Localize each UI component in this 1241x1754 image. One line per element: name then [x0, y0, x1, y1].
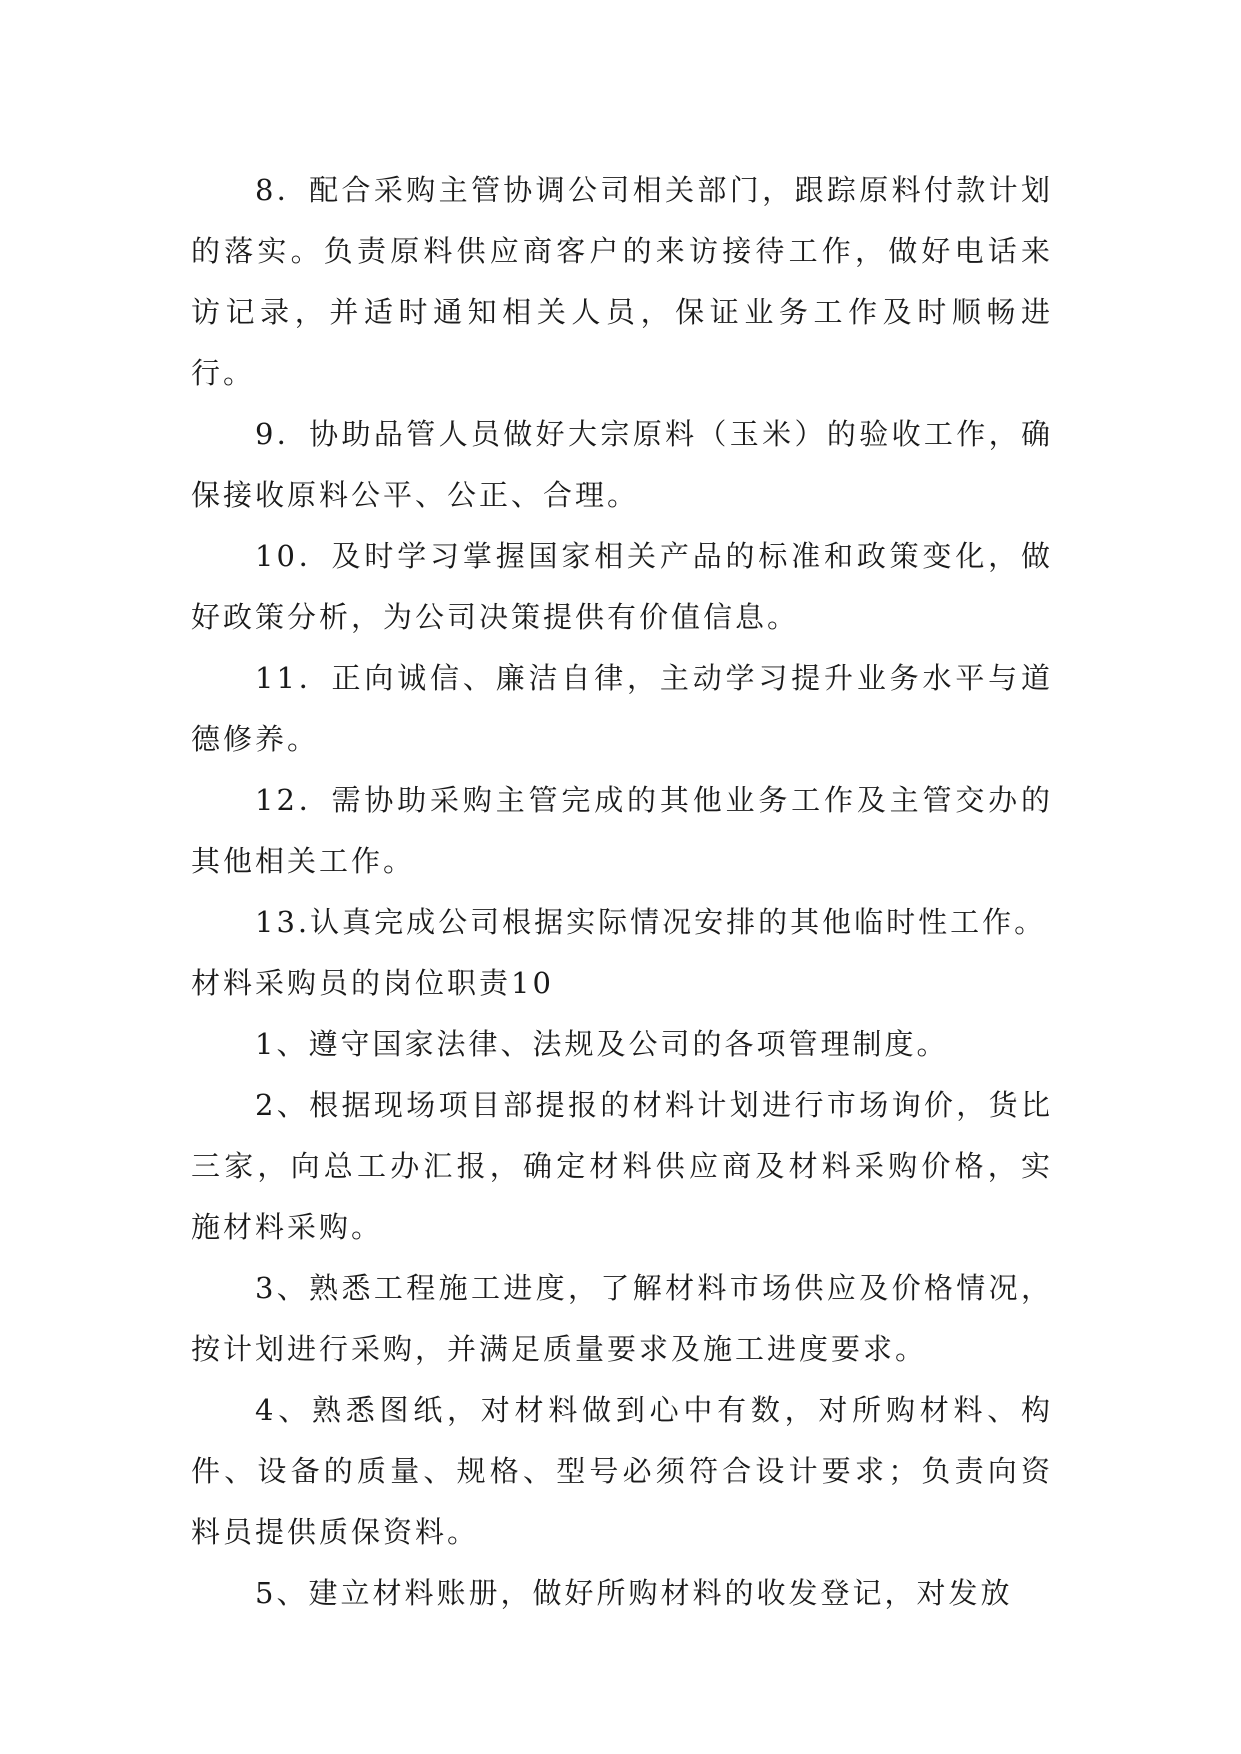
document-body — [191, 160, 1053, 1624]
duty-item-3: 3、熟悉工程施工进度，了解材料市场供应及价格情况，按计划进行采购，并满足质量要求及施工进度要求。 — [191, 1271, 1053, 1366]
section-heading: 材料采购员的岗位职责10 — [191, 966, 554, 1000]
duty-item-2: 2、根据现场项目部提报的材料计划进行市场询价，货比三家，向总工办汇报，确定材料供应商及材料采购价格，实施材料采购。 — [191, 1088, 1053, 1244]
paragraph-item-12: 12．需协助采购主管完成的其他业务工作及主管交办的其他相关工作。 — [191, 783, 1053, 878]
duty-item-1: 1、遵守国家法律、法规及公司的各项管理制度。 — [255, 1027, 949, 1061]
paragraph-item-10: 10．及时学习掌握国家相关产品的标准和政策变化，做好政策分析，为公司决策提供有价值信息。 — [191, 539, 1053, 634]
duty-item-4: 4、熟悉图纸，对材料做到心中有数，对所购材料、构件、设备的质量、规格、型号必须符合设计要求；负责向资料员提供质保资料。 — [191, 1393, 1053, 1549]
paragraph-item-9: 9．协助品管人员做好大宗原料（玉米）的验收工作，确保接收原料公平、公正、合理。 — [191, 417, 1053, 512]
duty-item-5: 5、建立材料账册，做好所购材料的收发登记，对发放 — [255, 1576, 1013, 1610]
paragraph-item-8: 8．配合采购主管协调公司相关部门，跟踪原料付款计划的落实。负责原料供应商客户的来访接待工作，做好电话来访记录，并适时通知相关人员，保证业务工作及时顺畅进行。 — [191, 173, 1053, 390]
paragraph-item-13: 13.认真完成公司根据实际情况安排的其他临时性工作。 — [255, 905, 1047, 939]
paragraph-item-11: 11．正向诚信、廉洁自律，主动学习提升业务水平与道德修养。 — [191, 661, 1053, 756]
